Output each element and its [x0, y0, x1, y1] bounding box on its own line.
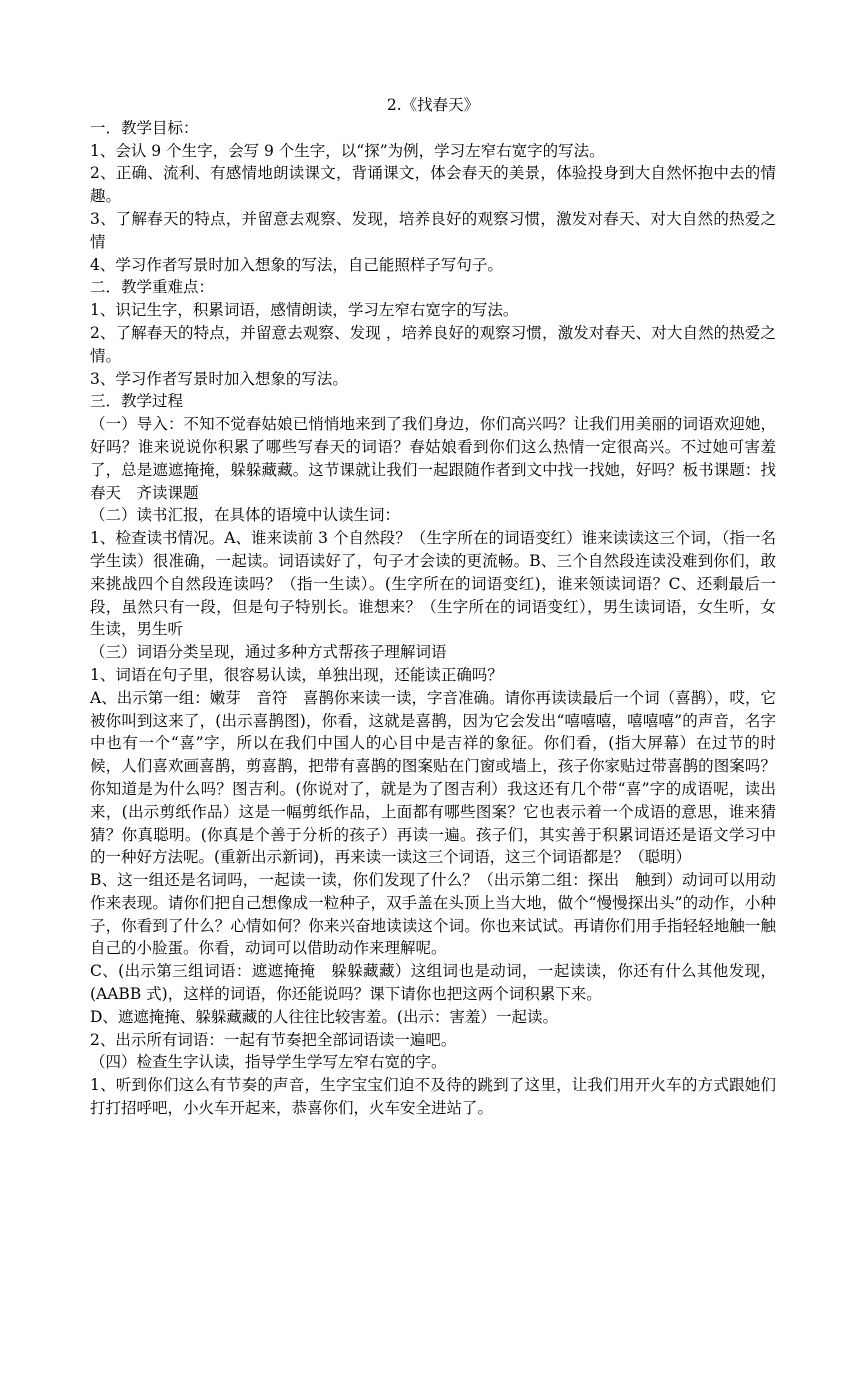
process-step-3-item-1: 1、词语在句子里，很容易认读，单独出现，还能读正确吗？	[90, 665, 503, 684]
process-step-3-group-d: D、遮遮掩掩、躲躲藏藏的人往往比较害羞。(出示：害羞）一起读。	[90, 1007, 558, 1026]
process-step-3-group-c: C、(出示第三组词语：遮遮掩掩 躲躲藏藏）这组词也是动词，一起读读，你还有什么其他发现，(AABB 式)，这样的词语，你还能说吗？课下请你也把这两个词积累下来。	[90, 962, 776, 1004]
objective-3: 3、了解春天的特点，并留意去观察、发现，培养良好的观察习惯，激发对春天、对大自然的热爱之情	[90, 209, 776, 251]
process-step-3-item-2: 2、出示所有词语：一起有节奏把全部词语读一遍吧。	[90, 1030, 457, 1049]
process-intro: （一）导入：不知不觉春姑娘已悄悄地来到了我们身边，你们高兴吗？让我们用美丽的词语欢迎她，好吗？谁来说说你积累了哪些写春天的词语？春姑娘看到你们这么热情一定很高兴。不过她可害羞了，总是遮遮掩掩，躲躲藏藏。这节课就让我们一起跟随作者到文中找一找她，好吗？板书课题：找春天 齐读课题	[90, 415, 776, 502]
section-heading-process: 三．教学过程	[90, 392, 184, 411]
process-step-3-group-a: A、出示第一组：嫩芽 音符 喜鹊你来读一读，字音准确。请你再读读最后一个词（喜鹊），哎，它被你叫到这来了，(出示喜鹊图)，你看，这就是喜鹊，因为它会发出“嘻嘻嘻，嘻嘻嘻”的声音，名字中也有一个“喜”字，所以在我们中国人的心目中是吉祥的象征。你们看，(指大屏幕）在过节的时候，人们喜欢画喜鹊，剪喜鹊，把带有喜鹊的图案贴在门窗或墙上，孩子你家贴过带喜鹊的图案吗？你知道是为什么吗？图吉利。(你说对了，就是为了图吉利）我这还有几个带“喜”字的成语呢，读出来，(出示剪纸作品）这是一幅剪纸作品，上面都有哪些图案？它也表示着一个成语的意思，谁来猜猜？你真聪明。(你真是个善于分析的孩子）再读一遍。孩子们，其实善于积累词语还是语文学习中的一种好方法呢。(重新出示新词)，再来读一读这三个词语，这三个词语都是？（聪明）	[90, 688, 776, 867]
key-point-2: 2、了解春天的特点，并留意去观察、发现 ，培养良好的观察习惯，激发对春天、对大自然的热爱之情。	[90, 323, 776, 365]
key-point-3: 3、学习作者写景时加入想象的写法。	[90, 369, 348, 388]
objective-1: 1、会认 9 个生字，会写 9 个生字，以“探”为例，学习左窄右宽字的写法。	[90, 141, 605, 160]
process-step-4-heading: （四）检查生字认读，指导学生学写左窄右宽的字。	[90, 1053, 447, 1072]
process-step-3-group-b: B、这一组还是名词吗，一起读一读，你们发现了什么？（出示第二组：探出 触到）动词可以用动作来表现。请你们把自己想像成一粒种子，双手盖在头顶上当大地，做个“慢慢探出头”的动作，小种子，你看到了什么？心情如何？你来兴奋地读读这个词。你也来试试。再请你们用手指轻轻地触一触自己的小脸蛋。你看，动词可以借助动作来理解呢。	[90, 871, 776, 958]
document-page	[90, 94, 776, 1120]
process-step-3-heading: （三）词语分类呈现，通过多种方式帮孩子理解词语	[90, 643, 447, 662]
process-step-2-body: 1、检查读书情况。A、谁来读前 3 个自然段？（生字所在的词语变红）谁来读读这三个词，（指一名学生读）很准确，一起读。词语读好了，句子才会读的更流畅。B、三个自然段连读没难到你们，敢来挑战四个自然段连读吗？（指一生读）。(生字所在的词语变红)，谁来领读词语？C、还剩最后一段，虽然只有一段，但是句子特别长。谁想来？（生字所在的词语变红），男生读词语，女生听，女生读，男生听	[90, 529, 776, 639]
section-heading-key-points: 二．教学重难点：	[90, 278, 215, 297]
process-step-4-item-1: 1、听到你们这么有节奏的声音，生字宝宝们迫不及待的跳到了这里，让我们用开火车的方式跟她们打打招呼吧，小火车开起来，恭喜你们，火车安全进站了。	[90, 1076, 776, 1118]
process-step-2-heading: （二）读书汇报，在具体的语境中认读生词：	[90, 506, 401, 525]
objective-4: 4、学习作者写景时加入想象的写法，自己能照样子写句子。	[90, 255, 503, 274]
key-point-1: 1、识记生字，积累词语，感情朗读，学习左窄右宽字的写法。	[90, 301, 519, 320]
document-title: 2.《找春天》	[386, 96, 480, 114]
objective-2: 2、正确、流利、有感情地朗读课文，背诵课文，体会春天的美景，体验投身到大自然怀抱中去的情趣。	[90, 164, 776, 206]
section-heading-objectives: 一．教学目标：	[90, 118, 199, 137]
